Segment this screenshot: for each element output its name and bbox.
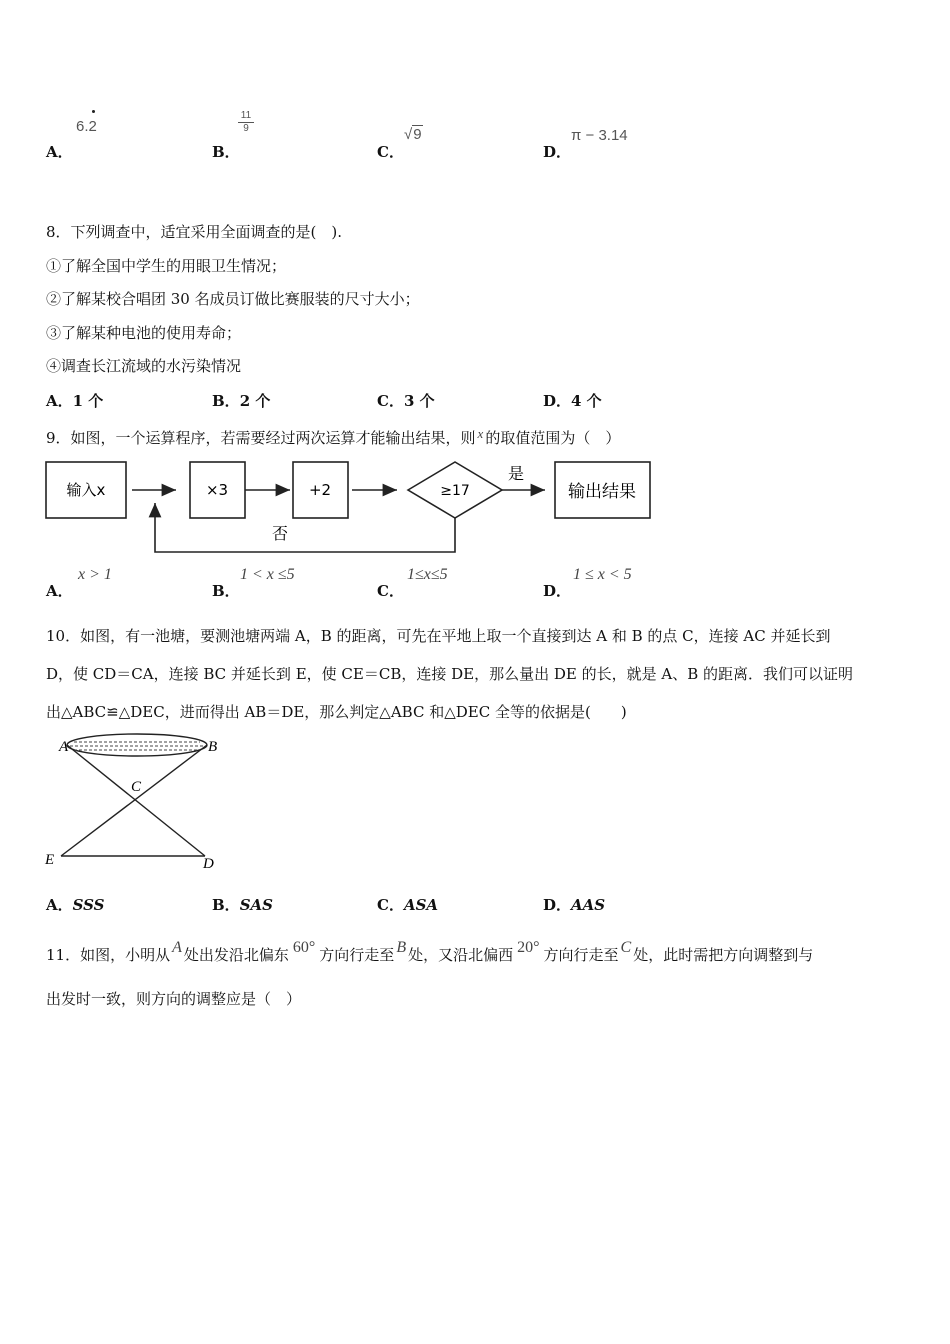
q9-stem-part-2: 的取值范围为（ ） xyxy=(485,429,621,447)
point-a-label: A xyxy=(59,739,69,755)
q9-option-c-value: 1≤x≤5 xyxy=(407,566,448,583)
q7-option-a-letter: A． xyxy=(46,143,73,161)
radicand: 9 xyxy=(413,126,422,143)
pond-ellipse xyxy=(67,734,207,756)
q8-item-4: ④调查长江流域的水污染情况 xyxy=(46,357,242,375)
q11-point-a: A xyxy=(172,939,182,956)
q10-line-3: 出△ABC≌△DEC，进而得出 AB＝DE，那么判定△ABC 和△DEC 全等的依据是( ) xyxy=(46,703,627,721)
flow-output-label: 输出结果 xyxy=(568,482,636,502)
q9-flowchart xyxy=(40,455,660,559)
flow-no-label: 否 xyxy=(271,524,289,543)
q7-option-b-letter: B． xyxy=(212,143,240,161)
q9-variable: x xyxy=(477,426,484,441)
flow-plus2-label: +2 xyxy=(308,481,332,499)
q9-option-a-letter: A． xyxy=(46,582,73,600)
q7-option-b-fraction xyxy=(238,110,254,135)
q11-point-c: C xyxy=(620,939,632,956)
q8-option-a: A．1 个 xyxy=(46,392,104,410)
q11-angle-1: 60° xyxy=(292,939,316,956)
q10-line-2: D，使 CD＝CA，连接 BC 并延长到 E，使 CE＝CB，连接 DE，那么量出 DE 的长，就是 A、B 的距离．我们可以证明 xyxy=(46,665,853,683)
q8-item-1: ①了解全国中学生的用眼卫生情况； xyxy=(46,257,287,275)
q10-option-b: B．SAS xyxy=(212,896,273,914)
repeating-dot-icon xyxy=(92,110,95,113)
q10-line-1: 10．如图，有一池塘，要测池塘两端 A，B 的距离，可先在平地上取一个直接到达 A 和 B 的点 C，连接 AC 并延长到 xyxy=(46,627,831,645)
flow-yes-label: 是 xyxy=(507,464,525,483)
q9-option-b-letter: B． xyxy=(212,582,240,600)
q9-stem xyxy=(46,424,620,448)
fraction-denominator: 9 xyxy=(238,122,254,135)
q9-option-d-value: 1 ≤ x < 5 xyxy=(573,566,632,583)
q9-option-d-letter: D． xyxy=(543,582,572,600)
q7-option-a-value: 6.2 xyxy=(76,118,97,135)
flow-input-label: 输入x xyxy=(66,481,106,499)
flow-loop-back-arrow xyxy=(155,503,455,552)
q9-option-c-letter: C． xyxy=(377,582,404,600)
q9-option-a-value: x > 1 xyxy=(78,566,112,583)
point-e-label: E xyxy=(45,852,55,868)
q7-option-c-value: √9 xyxy=(404,126,422,143)
q11-angle-2: 20° xyxy=(517,939,540,956)
point-c-label: C xyxy=(131,779,142,795)
point-d-label: D xyxy=(203,856,214,872)
q11-point-b: B xyxy=(396,939,407,956)
q8-option-d: D．4 个 xyxy=(543,392,602,410)
q7-option-c-letter: C． xyxy=(377,143,404,161)
fraction-numerator: 11 xyxy=(240,110,252,121)
flow-condition-label: ≥17 xyxy=(440,483,470,499)
q8-option-b: B．2 个 xyxy=(212,392,271,410)
q10-option-c: C．ASA xyxy=(377,896,439,914)
q7-option-d-letter: D． xyxy=(543,143,572,161)
q8-item-2: ②了解某校合唱团 30 名成员订做比赛服装的尺寸大小； xyxy=(46,290,420,308)
q10-pond-figure xyxy=(40,728,230,876)
q7-option-d-value: π − 3.14 xyxy=(571,127,628,144)
flow-times3-label: ×3 xyxy=(205,481,229,499)
q8-stem: 8．下列调查中，适宜采用全面调查的是( ). xyxy=(46,223,343,241)
q8-option-c: C．3 个 xyxy=(377,392,435,410)
q9-option-b-value: 1 < x ≤5 xyxy=(240,566,295,583)
q10-option-d: D．AAS xyxy=(543,896,606,914)
point-b-label: B xyxy=(208,739,218,755)
q8-item-3: ③了解某种电池的使用寿命； xyxy=(46,324,242,342)
q11-line-2: 出发时一致，则方向的调整应是（ ） xyxy=(46,990,302,1008)
q9-stem-part-1: 9．如图，一个运算程序，若需要经过两次运算才能输出结果，则 xyxy=(46,429,476,447)
q11-line-1: 11．如图，小明从 A 处出发沿北偏东 60° 方向行走至 B 处，又沿北偏西 20° 方向行走至 C 处，此时需把方向调整到与 xyxy=(46,939,814,964)
q10-option-a: A．SSS xyxy=(46,896,105,914)
